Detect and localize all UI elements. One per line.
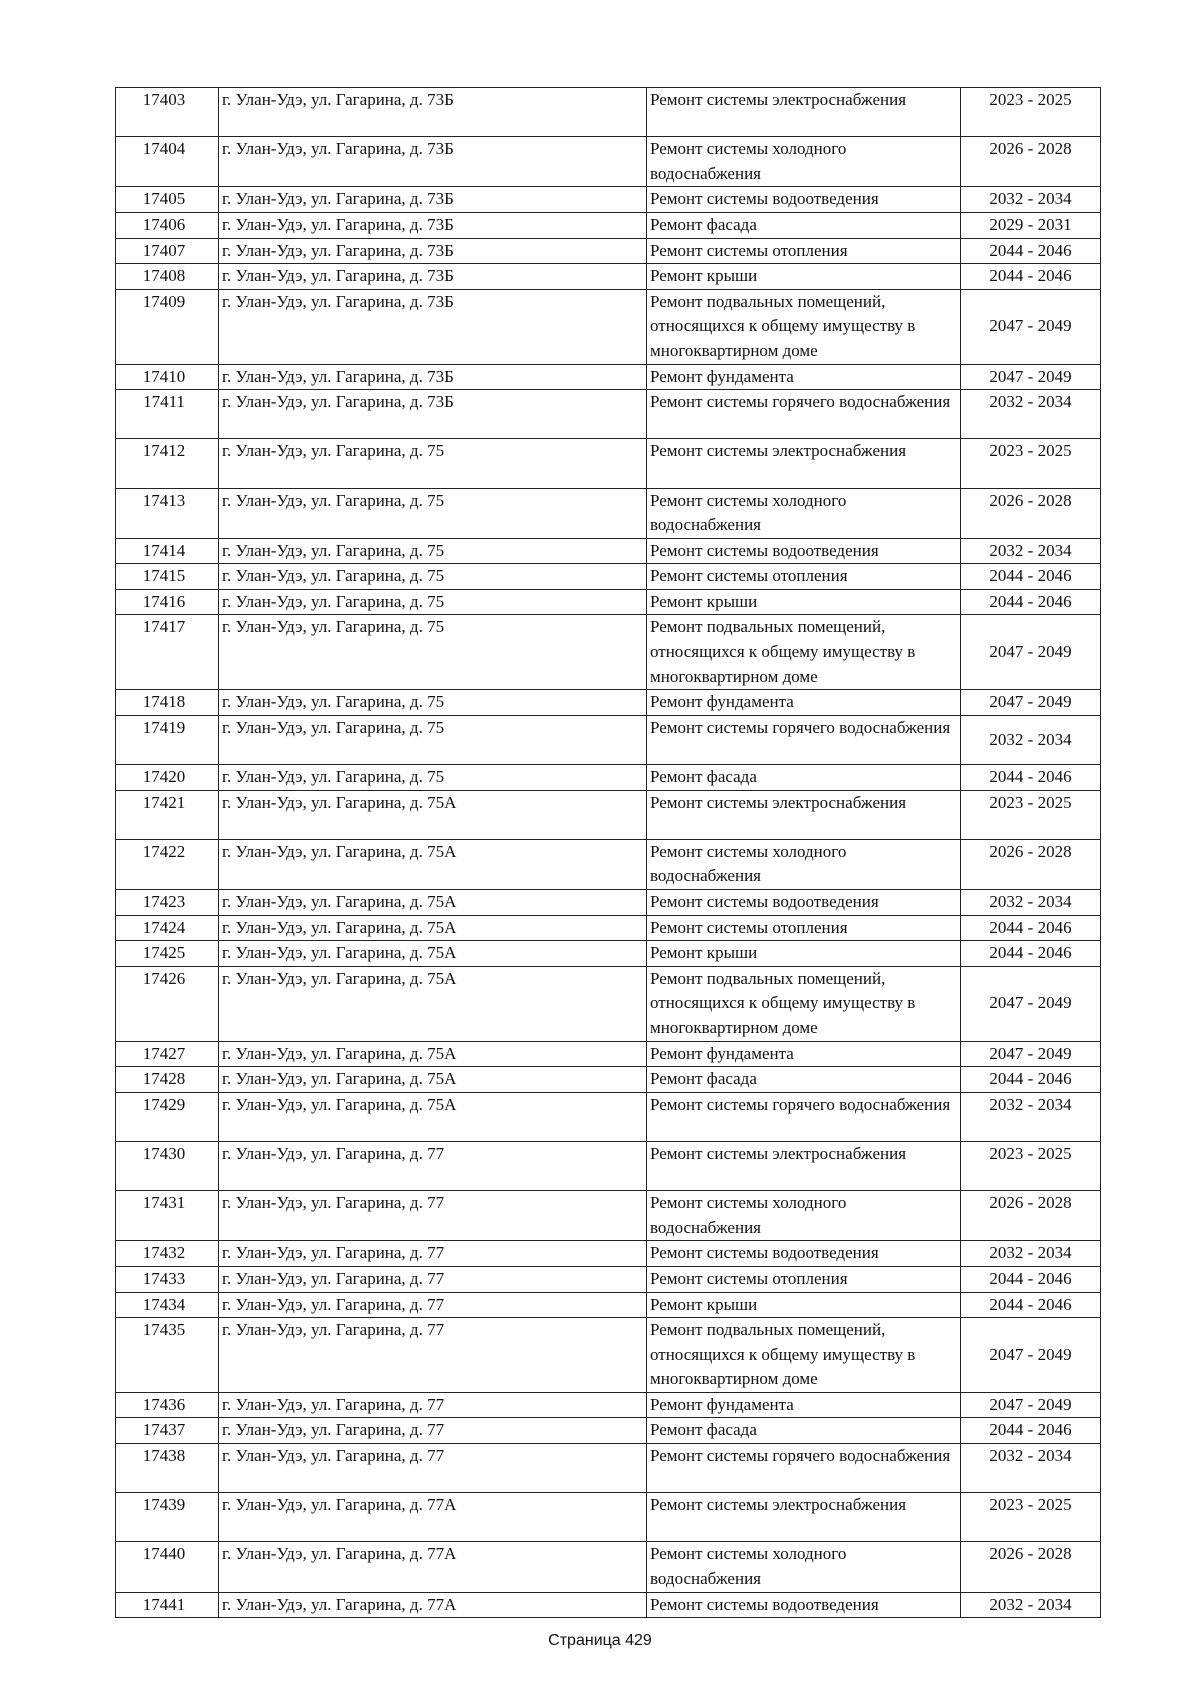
row-period: 2023 - 2025	[961, 88, 1101, 137]
row-period: 2032 - 2034	[961, 1092, 1101, 1141]
table-row	[116, 564, 1101, 590]
row-number: 17418	[116, 690, 219, 716]
row-address: г. Улан-Удэ, ул. Гагарина, д. 77А	[219, 1592, 647, 1618]
row-number: 17417	[116, 615, 219, 690]
table-row	[116, 1191, 1101, 1241]
row-period: 2023 - 2025	[961, 1493, 1101, 1542]
row-address: г. Улан-Удэ, ул. Гагарина, д. 77А	[219, 1493, 647, 1542]
row-number: 17440	[116, 1542, 219, 1592]
table-row	[116, 364, 1101, 390]
row-work-type: Ремонт системы электроснабжения	[647, 1141, 961, 1190]
row-period: 2044 - 2046	[961, 264, 1101, 290]
row-work-type: Ремонт системы холодного водоснабжения	[647, 1191, 961, 1241]
table-row	[116, 1392, 1101, 1418]
row-address: г. Улан-Удэ, ул. Гагарина, д. 73Б	[219, 187, 647, 213]
row-work-type: Ремонт фасада	[647, 765, 961, 791]
table-row	[116, 1141, 1101, 1190]
row-period: 2047 - 2049	[961, 289, 1101, 364]
row-work-type: Ремонт фасада	[647, 1418, 961, 1444]
row-number: 17426	[116, 966, 219, 1041]
row-period: 2032 - 2034	[961, 390, 1101, 439]
row-address: г. Улан-Удэ, ул. Гагарина, д. 75А	[219, 839, 647, 889]
table-row	[116, 390, 1101, 439]
table-row	[116, 238, 1101, 264]
row-period: 2032 - 2034	[961, 890, 1101, 916]
row-address: г. Улан-Удэ, ул. Гагарина, д. 75А	[219, 915, 647, 941]
row-address: г. Улан-Удэ, ул. Гагарина, д. 77	[219, 1241, 647, 1267]
row-number: 17431	[116, 1191, 219, 1241]
table-row	[116, 1041, 1101, 1067]
row-number: 17438	[116, 1444, 219, 1493]
row-work-type: Ремонт крыши	[647, 1292, 961, 1318]
table-row	[116, 615, 1101, 690]
row-address: г. Улан-Удэ, ул. Гагарина, д. 75А	[219, 1041, 647, 1067]
row-period: 2047 - 2049	[961, 690, 1101, 716]
row-number: 17422	[116, 839, 219, 889]
row-address: г. Улан-Удэ, ул. Гагарина, д. 75А	[219, 966, 647, 1041]
row-number: 17408	[116, 264, 219, 290]
row-period: 2044 - 2046	[961, 1266, 1101, 1292]
row-period: 2026 - 2028	[961, 839, 1101, 889]
row-work-type: Ремонт подвальных помещений, относящихся к общему имуществу в многоквартирном доме	[647, 1318, 961, 1393]
row-number: 17437	[116, 1418, 219, 1444]
row-period: 2044 - 2046	[961, 564, 1101, 590]
row-work-type: Ремонт системы водоотведения	[647, 1241, 961, 1267]
table-row	[116, 88, 1101, 137]
row-number: 17406	[116, 212, 219, 238]
row-number: 17421	[116, 790, 219, 839]
table-row	[116, 1318, 1101, 1393]
row-period: 2044 - 2046	[961, 1067, 1101, 1093]
table-row	[116, 538, 1101, 564]
row-work-type: Ремонт фундамента	[647, 1041, 961, 1067]
row-number: 17414	[116, 538, 219, 564]
table-row	[116, 715, 1101, 764]
row-number: 17405	[116, 187, 219, 213]
row-period: 2047 - 2049	[961, 966, 1101, 1041]
table-row	[116, 1092, 1101, 1141]
row-number: 17415	[116, 564, 219, 590]
row-number: 17403	[116, 88, 219, 137]
table-row	[116, 589, 1101, 615]
row-number: 17434	[116, 1292, 219, 1318]
row-number: 17424	[116, 915, 219, 941]
row-address: г. Улан-Удэ, ул. Гагарина, д. 75	[219, 589, 647, 615]
table-row	[116, 1592, 1101, 1618]
row-work-type: Ремонт системы холодного водоснабжения	[647, 1542, 961, 1592]
row-number: 17409	[116, 289, 219, 364]
row-work-type: Ремонт системы водоотведения	[647, 1592, 961, 1618]
row-period: 2026 - 2028	[961, 137, 1101, 187]
row-work-type: Ремонт подвальных помещений, относящихся к общему имуществу в многоквартирном доме	[647, 289, 961, 364]
row-address: г. Улан-Удэ, ул. Гагарина, д. 73Б	[219, 88, 647, 137]
table-row	[116, 839, 1101, 889]
row-period: 2044 - 2046	[961, 765, 1101, 791]
row-work-type: Ремонт системы холодного водоснабжения	[647, 137, 961, 187]
table-row	[116, 187, 1101, 213]
table-row	[116, 289, 1101, 364]
row-address: г. Улан-Удэ, ул. Гагарина, д. 77	[219, 1191, 647, 1241]
row-number: 17416	[116, 589, 219, 615]
row-work-type: Ремонт системы отопления	[647, 1266, 961, 1292]
row-address: г. Улан-Удэ, ул. Гагарина, д. 75	[219, 488, 647, 538]
row-address: г. Улан-Удэ, ул. Гагарина, д. 75	[219, 765, 647, 791]
row-work-type: Ремонт фундамента	[647, 1392, 961, 1418]
row-period: 2044 - 2046	[961, 589, 1101, 615]
row-work-type: Ремонт системы электроснабжения	[647, 439, 961, 488]
row-address: г. Улан-Удэ, ул. Гагарина, д. 73Б	[219, 289, 647, 364]
table-row	[116, 439, 1101, 488]
row-period: 2029 - 2031	[961, 212, 1101, 238]
table-body	[116, 88, 1101, 1618]
row-work-type: Ремонт системы горячего водоснабжения	[647, 1444, 961, 1493]
row-address: г. Улан-Удэ, ул. Гагарина, д. 75	[219, 538, 647, 564]
row-address: г. Улан-Удэ, ул. Гагарина, д. 77	[219, 1141, 647, 1190]
row-number: 17427	[116, 1041, 219, 1067]
row-period: 2044 - 2046	[961, 238, 1101, 264]
row-period: 2032 - 2034	[961, 1241, 1101, 1267]
row-work-type: Ремонт системы отопления	[647, 915, 961, 941]
row-work-type: Ремонт системы водоотведения	[647, 890, 961, 916]
row-period: 2047 - 2049	[961, 615, 1101, 690]
row-period: 2047 - 2049	[961, 364, 1101, 390]
row-address: г. Улан-Удэ, ул. Гагарина, д. 75А	[219, 890, 647, 916]
table-row	[116, 1444, 1101, 1493]
table-row	[116, 941, 1101, 967]
row-period: 2032 - 2034	[961, 715, 1101, 764]
row-work-type: Ремонт подвальных помещений, относящихся к общему имуществу в многоквартирном доме	[647, 615, 961, 690]
table-row	[116, 1493, 1101, 1542]
table-row	[116, 790, 1101, 839]
row-number: 17410	[116, 364, 219, 390]
row-address: г. Улан-Удэ, ул. Гагарина, д. 77	[219, 1392, 647, 1418]
row-work-type: Ремонт крыши	[647, 941, 961, 967]
row-work-type: Ремонт крыши	[647, 589, 961, 615]
row-address: г. Улан-Удэ, ул. Гагарина, д. 73Б	[219, 238, 647, 264]
row-period: 2047 - 2049	[961, 1318, 1101, 1393]
row-period: 2032 - 2034	[961, 1592, 1101, 1618]
row-work-type: Ремонт системы холодного водоснабжения	[647, 488, 961, 538]
row-number: 17429	[116, 1092, 219, 1141]
row-number: 17412	[116, 439, 219, 488]
row-work-type: Ремонт подвальных помещений, относящихся к общему имуществу в многоквартирном доме	[647, 966, 961, 1041]
row-work-type: Ремонт системы водоотведения	[647, 187, 961, 213]
row-period: 2044 - 2046	[961, 1292, 1101, 1318]
row-address: г. Улан-Удэ, ул. Гагарина, д. 77А	[219, 1542, 647, 1592]
row-work-type: Ремонт крыши	[647, 264, 961, 290]
row-work-type: Ремонт фасада	[647, 1067, 961, 1093]
row-number: 17411	[116, 390, 219, 439]
row-period: 2026 - 2028	[961, 1191, 1101, 1241]
row-work-type: Ремонт системы электроснабжения	[647, 88, 961, 137]
row-period: 2023 - 2025	[961, 1141, 1101, 1190]
row-work-type: Ремонт системы холодного водоснабжения	[647, 839, 961, 889]
table-row	[116, 1241, 1101, 1267]
row-period: 2044 - 2046	[961, 1418, 1101, 1444]
row-work-type: Ремонт системы отопления	[647, 238, 961, 264]
table-row	[116, 264, 1101, 290]
row-address: г. Улан-Удэ, ул. Гагарина, д. 75	[219, 439, 647, 488]
table-row	[116, 212, 1101, 238]
table-row	[116, 1067, 1101, 1093]
repair-schedule-table	[115, 87, 1101, 1618]
row-number: 17413	[116, 488, 219, 538]
table-row	[116, 915, 1101, 941]
row-work-type: Ремонт системы горячего водоснабжения	[647, 390, 961, 439]
row-number: 17436	[116, 1392, 219, 1418]
row-address: г. Улан-Удэ, ул. Гагарина, д. 77	[219, 1266, 647, 1292]
row-period: 2026 - 2028	[961, 488, 1101, 538]
row-period: 2044 - 2046	[961, 941, 1101, 967]
row-address: г. Улан-Удэ, ул. Гагарина, д. 75А	[219, 790, 647, 839]
row-period: 2032 - 2034	[961, 187, 1101, 213]
row-address: г. Улан-Удэ, ул. Гагарина, д. 75	[219, 715, 647, 764]
row-work-type: Ремонт системы горячего водоснабжения	[647, 1092, 961, 1141]
row-address: г. Улан-Удэ, ул. Гагарина, д. 73Б	[219, 137, 647, 187]
row-period: 2047 - 2049	[961, 1041, 1101, 1067]
row-work-type: Ремонт системы электроснабжения	[647, 790, 961, 839]
row-number: 17423	[116, 890, 219, 916]
row-number: 17435	[116, 1318, 219, 1393]
row-work-type: Ремонт системы электроснабжения	[647, 1493, 961, 1542]
row-work-type: Ремонт системы горячего водоснабжения	[647, 715, 961, 764]
row-number: 17428	[116, 1067, 219, 1093]
table-row	[116, 1418, 1101, 1444]
row-address: г. Улан-Удэ, ул. Гагарина, д. 77	[219, 1318, 647, 1393]
row-number: 17433	[116, 1266, 219, 1292]
row-address: г. Улан-Удэ, ул. Гагарина, д. 75	[219, 615, 647, 690]
row-period: 2032 - 2034	[961, 538, 1101, 564]
table-row	[116, 137, 1101, 187]
row-address: г. Улан-Удэ, ул. Гагарина, д. 75А	[219, 1092, 647, 1141]
table-row	[116, 488, 1101, 538]
row-number: 17420	[116, 765, 219, 791]
row-work-type: Ремонт системы отопления	[647, 564, 961, 590]
row-address: г. Улан-Удэ, ул. Гагарина, д. 73Б	[219, 364, 647, 390]
row-address: г. Улан-Удэ, ул. Гагарина, д. 77	[219, 1292, 647, 1318]
row-number: 17407	[116, 238, 219, 264]
row-number: 17441	[116, 1592, 219, 1618]
row-work-type: Ремонт фундамента	[647, 364, 961, 390]
table-row	[116, 1542, 1101, 1592]
page-number: Страница 429	[548, 1632, 652, 1649]
row-work-type: Ремонт фасада	[647, 212, 961, 238]
table-row	[116, 1266, 1101, 1292]
row-number: 17404	[116, 137, 219, 187]
row-number: 17439	[116, 1493, 219, 1542]
table-row	[116, 1292, 1101, 1318]
table-row	[116, 966, 1101, 1041]
row-period: 2047 - 2049	[961, 1392, 1101, 1418]
table-row	[116, 690, 1101, 716]
row-address: г. Улан-Удэ, ул. Гагарина, д. 73Б	[219, 212, 647, 238]
row-number: 17430	[116, 1141, 219, 1190]
row-address: г. Улан-Удэ, ул. Гагарина, д. 77	[219, 1444, 647, 1493]
row-number: 17419	[116, 715, 219, 764]
row-work-type: Ремонт фундамента	[647, 690, 961, 716]
row-period: 2044 - 2046	[961, 915, 1101, 941]
row-address: г. Улан-Удэ, ул. Гагарина, д. 75	[219, 564, 647, 590]
row-address: г. Улан-Удэ, ул. Гагарина, д. 73Б	[219, 264, 647, 290]
row-address: г. Улан-Удэ, ул. Гагарина, д. 75А	[219, 941, 647, 967]
row-address: г. Улан-Удэ, ул. Гагарина, д. 75	[219, 690, 647, 716]
row-period: 2023 - 2025	[961, 790, 1101, 839]
table-row	[116, 765, 1101, 791]
row-period: 2023 - 2025	[961, 439, 1101, 488]
row-number: 17425	[116, 941, 219, 967]
row-work-type: Ремонт системы водоотведения	[647, 538, 961, 564]
row-number: 17432	[116, 1241, 219, 1267]
table-row	[116, 890, 1101, 916]
row-address: г. Улан-Удэ, ул. Гагарина, д. 77	[219, 1418, 647, 1444]
row-period: 2032 - 2034	[961, 1444, 1101, 1493]
row-address: г. Улан-Удэ, ул. Гагарина, д. 73Б	[219, 390, 647, 439]
row-address: г. Улан-Удэ, ул. Гагарина, д. 75А	[219, 1067, 647, 1093]
row-period: 2026 - 2028	[961, 1542, 1101, 1592]
